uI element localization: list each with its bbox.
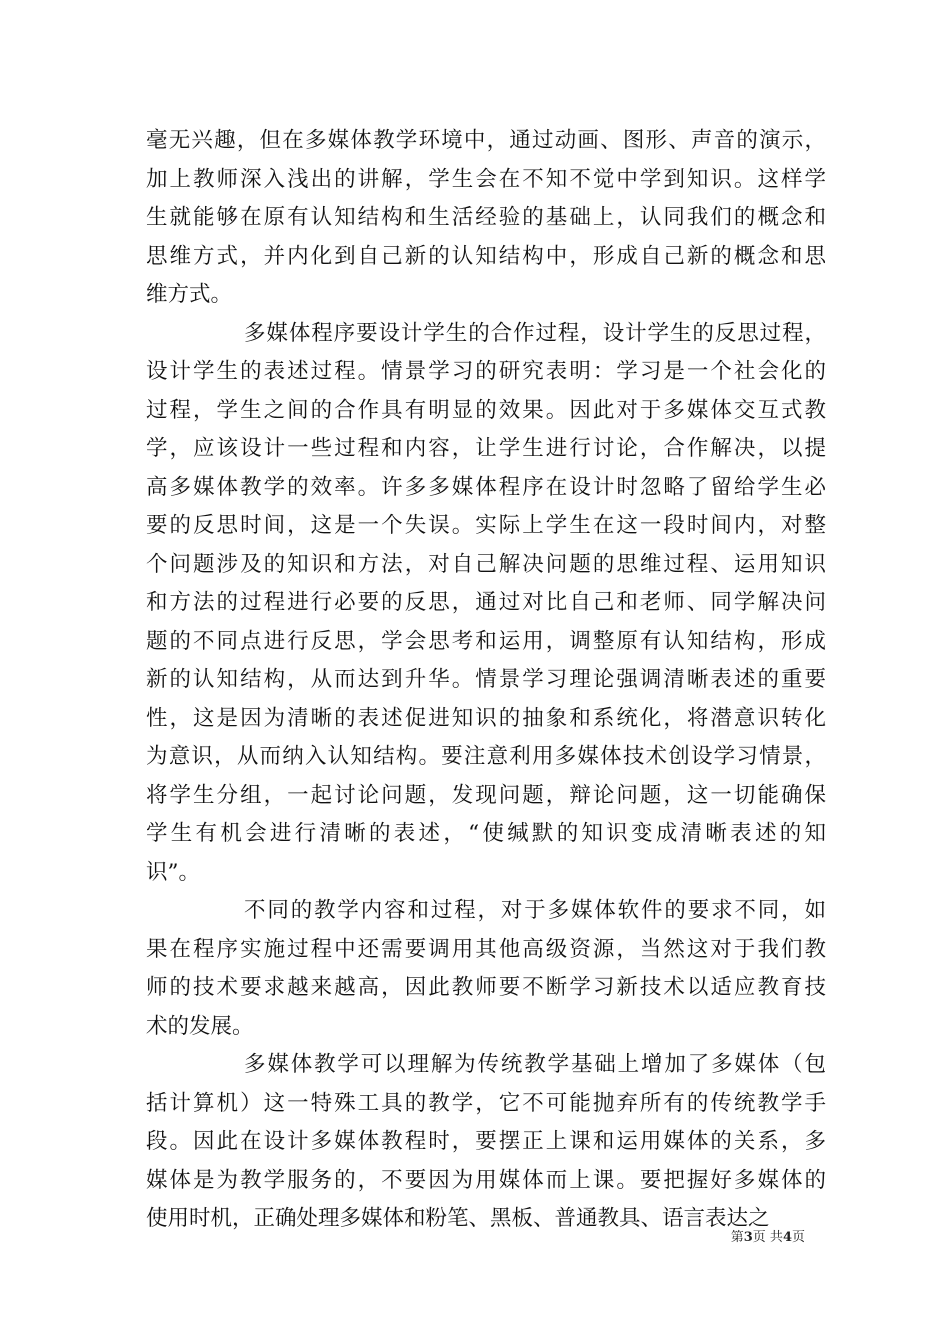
paragraph-line: 多媒体程序要设计学生的合作过程，设计学生的反思过程， — [244, 320, 826, 346]
footer-prefix: 第 — [730, 1230, 744, 1245]
paragraph-line: 过程，学生之间的合作具有明显的效果。因此对于多媒体交互式教 — [146, 397, 826, 423]
paragraph-line: 果在程序实施过程中还需要调用其他高级资源，当然这对于我们教 — [146, 936, 826, 962]
paragraph-line: 要的反思时间，这是一个失误。实际上学生在这一段时间内，对整 — [146, 513, 826, 538]
paragraph-line: 题的不同点进行反思，学会思考和运用，调整原有认知结构，形成 — [146, 628, 826, 654]
page-number-footer — [731, 1229, 805, 1247]
footer-total-pages: 4 — [782, 1230, 792, 1245]
paragraph-line: 学生有机会进行清晰的表述，“使缄默的知识变成清晰表述的知 — [146, 821, 826, 846]
paragraph-line: 括计算机）这一特殊工具的教学，它不可能抛弃所有的传统教学手 — [146, 1090, 826, 1116]
paragraph-line: 师的技术要求越来越高，因此教师要不断学习新技术以适应教育技 — [146, 975, 826, 1000]
paragraph — [146, 315, 826, 893]
paragraph — [146, 1046, 826, 1239]
paragraph-line: 媒体是为教学服务的，不要因为用媒体而上课。要把握好多媒体的 — [146, 1167, 826, 1193]
paragraph-line: 维方式。 — [146, 282, 233, 307]
footer-middle: 页 共 — [752, 1230, 783, 1245]
document-body — [146, 122, 826, 1239]
paragraph-line: 使用时机，正确处理多媒体和粉笔、黑板、普通教具、语言表达之 — [146, 1206, 770, 1231]
paragraph-line: 性，这是因为清晰的表述促进知识的抽象和系统化，将潜意识转化 — [146, 705, 826, 731]
paragraph-line: 思维方式，并内化到自己新的认知结构中，形成自己新的概念和思 — [146, 243, 826, 269]
paragraph-line: 加上教师深入浅出的讲解，学生会在不知不觉中学到知识。这样学 — [146, 166, 826, 192]
paragraph-line: 设计学生的表述过程。情景学习的研究表明：学习是一个社会化的 — [146, 359, 826, 384]
paragraph — [146, 892, 826, 1046]
paragraph-line: 术的发展。 — [146, 1013, 254, 1039]
footer-current-page: 3 — [743, 1230, 753, 1245]
paragraph-line: 不同的教学内容和过程，对于多媒体软件的要求不同，如 — [244, 898, 826, 923]
paragraph-line: 为意识，从而纳入认知结构。要注意利用多媒体技术创设学习情景， — [146, 744, 826, 769]
paragraph-line: 将学生分组，一起讨论问题，发现问题，辩论问题，这一切能确保 — [146, 782, 826, 808]
paragraph-line: 和方法的过程进行必要的反思，通过对比自己和老师、同学解决问 — [146, 590, 826, 615]
footer-suffix: 页 — [791, 1230, 805, 1245]
paragraph — [146, 122, 826, 315]
paragraph-line: 多媒体教学可以理解为传统教学基础上增加了多媒体（包 — [244, 1052, 826, 1077]
paragraph-line: 毫无兴趣，但在多媒体教学环境中，通过动画、图形、声音的演示， — [146, 128, 826, 153]
paragraph-line: 个问题涉及的知识和方法，对自己解决问题的思维过程、运用知识 — [146, 551, 826, 577]
paragraph-line: 学，应该设计一些过程和内容，让学生进行讨论，合作解决，以提 — [146, 436, 826, 461]
paragraph-line: 段。因此在设计多媒体教程时，要摆正上课和运用媒体的关系，多 — [146, 1129, 826, 1154]
paragraph-line: 新的认知结构，从而达到升华。情景学习理论强调清晰表述的重要 — [146, 667, 826, 692]
paragraph-line: 生就能够在原有认知结构和生活经验的基础上，认同我们的概念和 — [146, 205, 826, 230]
paragraph-line: 高多媒体教学的效率。许多多媒体程序在设计时忽略了留给学生必 — [146, 474, 826, 500]
paragraph-line: 识”。 — [146, 859, 200, 885]
